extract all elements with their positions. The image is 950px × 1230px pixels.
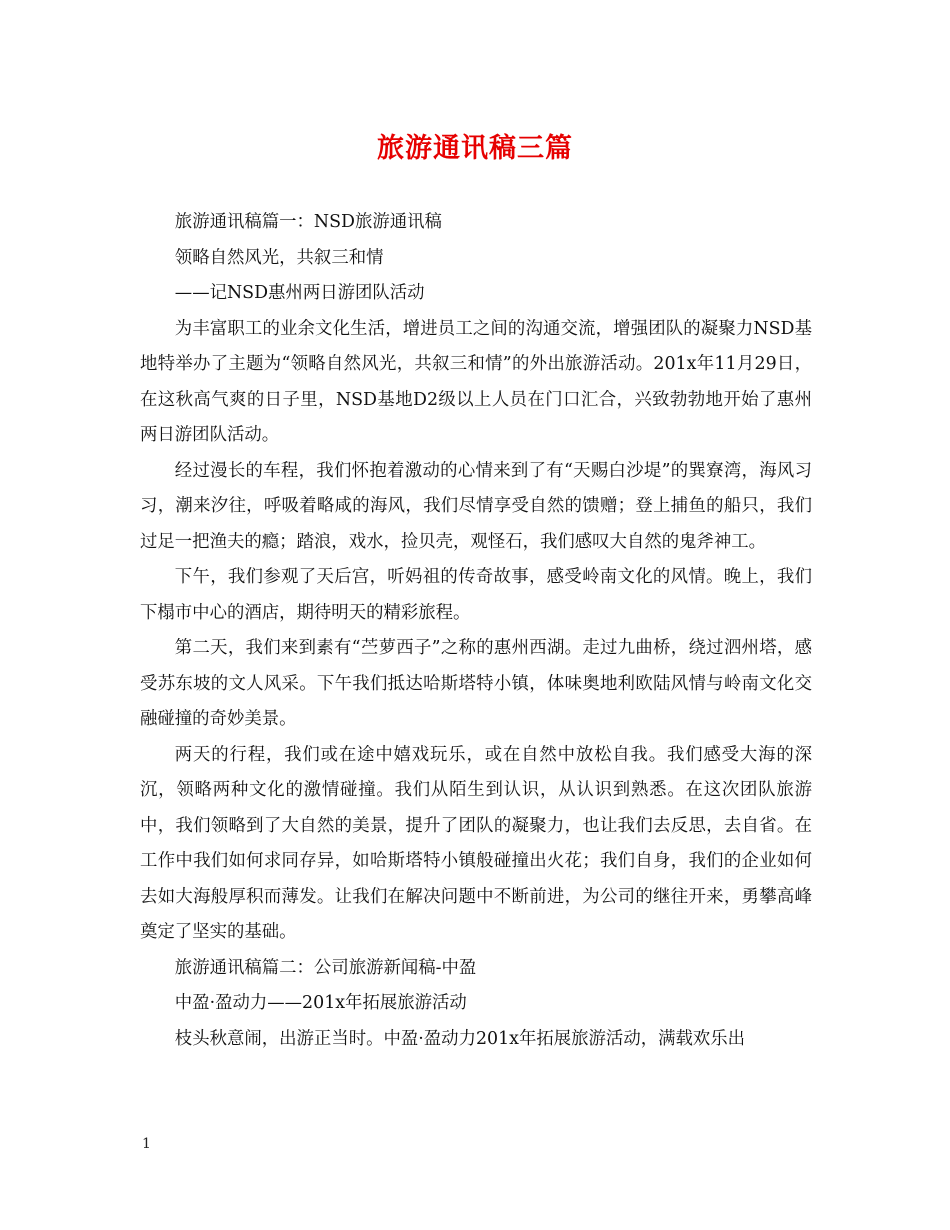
article-headline-2: 中盈·盈动力——201x年拓展旅游活动 [174,993,467,1013]
body-paragraph: 枝头秋意闹，出游正当时。中盈·盈动力201x年拓展旅游活动，满载欢乐出 [174,1028,746,1049]
document-body [140,205,812,1057]
body-paragraph: 经过漫长的车程，我们怀抱着激动的心情来到了有“天赐白沙堤”的巽寮湾，海风习习，潮来汐往，呼吸着略咸的海风，我们尽情享受自然的馈赠；登上捕鱼的船只，我们过足一把渔夫的瘾；踏浪，戏水，捡贝壳，观怪石，我们感叹大自然的鬼斧神工。 [140,460,812,552]
section-heading-1: 旅游通讯稿篇一：NSD旅游通讯稿 [174,212,442,232]
body-paragraph: 两天的行程，我们或在途中嬉戏玩乐，或在自然中放松自我。我们感受大海的深沉，领略两种文化的激情碰撞。我们从陌生到认识，从认识到熟悉。在这次团队旅游中，我们领略到了大自然的美景，提升了团队的凝聚力，也让我们去反思，去自省。在工作中我们如何求同存异，如哈斯塔特小镇般碰撞出火花；我们自身，我们的企业如何去如大海般厚积而薄发。让我们在解决问题中不断前进，为公司的继往开来，勇攀高峰奠定了坚实的基础。 [140,744,812,942]
article-subtitle-1: ——记NSD惠州两日游团队活动 [174,283,425,303]
body-paragraph: 第二天，我们来到素有“苎萝西子”之称的惠州西湖。走过九曲桥，绕过泗州塔，感受苏东坡的文人风采。下午我们抵达哈斯塔特小镇，体味奥地利欧陆风情与岭南文化交融碰撞的奇妙美景。 [140,638,812,729]
page-number: 1 [142,1136,151,1152]
document-title: 旅游通讯稿三篇 [377,133,573,164]
article-headline-1: 领略自然风光，共叙三和情 [174,247,384,268]
body-paragraph: 为丰富职工的业余文化生活，增进员工之间的沟通交流，增强团队的凝聚力NSD基地特举办了主题为“领略自然风光，共叙三和情”的外出旅游活动。201x年11月29日，在这秋高气爽的日子里，NSD基地D2级以上人员在门口汇合，兴致勃勃地开始了惠州两日游团队活动。 [140,318,812,445]
body-paragraph: 下午，我们参观了天后宫，听妈祖的传奇故事，感受岭南文化的风情。晚上，我们下榻市中心的酒店，期待明天的精彩旅程。 [140,567,812,623]
section-heading-2: 旅游通讯稿篇二：公司旅游新闻稿-中盈 [174,957,477,978]
